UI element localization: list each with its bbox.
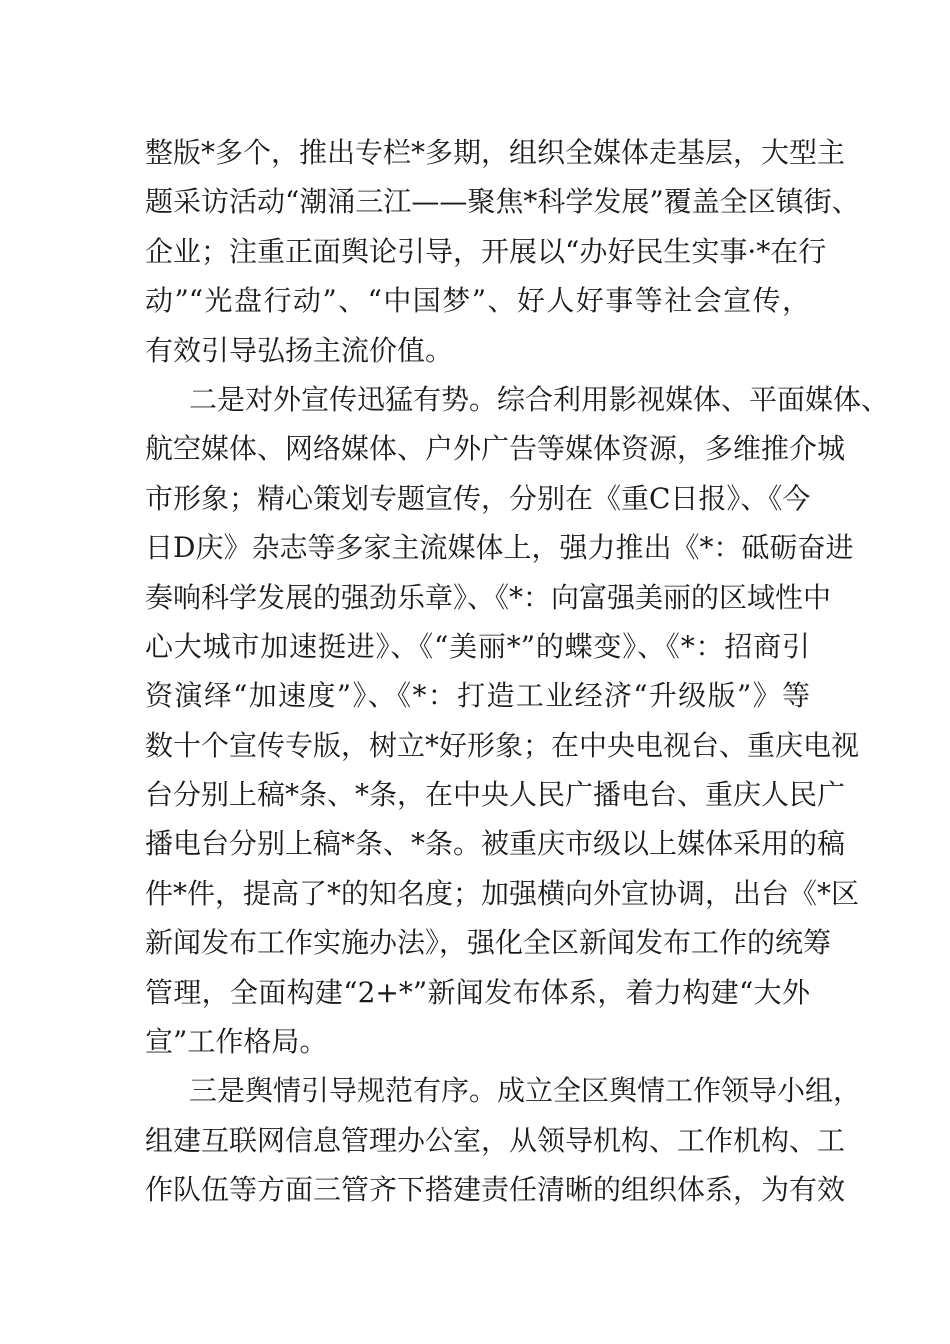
text-line: 心大城市加速挺进》、《“美丽*”的蝶变》、《*：招商引 [145,629,810,663]
paragraph [145,128,860,375]
text-line: 日D庆》杂志等多家主流媒体上，强力推出《*：砥砺奋进 [145,531,854,565]
text-line: 件*件，提高了*的知名度；加强横向外宣协调，出台《*区 [145,876,860,910]
text-line: 数十个宣传专版，树立*好形象；在中央电视台、重庆电视 [145,728,860,762]
paragraph [145,375,890,1066]
text-line: 二是对外宣传迅猛有势。综合利用影视媒体、平面媒体、 [189,382,890,416]
text-line: 播电台分别上稿*条、*条。被重庆市级以上媒体采用的稿 [145,827,846,861]
text-line: 动”“光盘行动”、“中国梦”、好人好事等社会宣传， [145,284,810,318]
text-line: 新闻发布工作实施办法》，强化全区新闻发布工作的统筹 [145,926,832,960]
text-line: 组建互联网信息管理办公室，从领导机构、工作机构、工 [145,1123,846,1157]
text-line: 作队伍等方面三管齐下搭建责任清晰的组织体系，为有效 [145,1173,846,1207]
text-line: 航空媒体、网络媒体、户外广告等媒体资源，多维推介城 [145,432,846,466]
text-line: 整版*多个，推出专栏*多期，组织全媒体走基层，大型主 [145,136,846,169]
text-line: 题采访活动“潮涌三江——聚焦*科学发展”覆盖全区镇街、 [145,185,860,219]
text-line: 有效引导弘扬主流价值。 [145,333,454,367]
text-line: 管理，全面构建“2+*”新闻发布体系，着力构建“大外 [145,975,810,1009]
paragraph [145,1066,862,1214]
text-line: 宣”工作格局。 [145,1025,328,1059]
text-line: 奏响科学发展的强劲乐章》、《*：向富强美丽的区域性中 [145,580,832,614]
text-line: 三是舆情引导规范有序。成立全区舆情工作领导小组， [189,1074,862,1108]
text-line: 资演绎“加速度”》、《*：打造工业经济“升级版”》等 [145,679,810,713]
document-body [145,128,890,1215]
text-line: 企业；注重正面舆论引导，开展以“办好民生实事·*在行 [145,234,827,268]
text-line: 台分别上稿*条、*条，在中央人民广播电台、重庆人民广 [145,778,846,812]
text-line: 市形象；精心策划专题宣传，分别在《重C日报》、《今 [145,481,811,515]
